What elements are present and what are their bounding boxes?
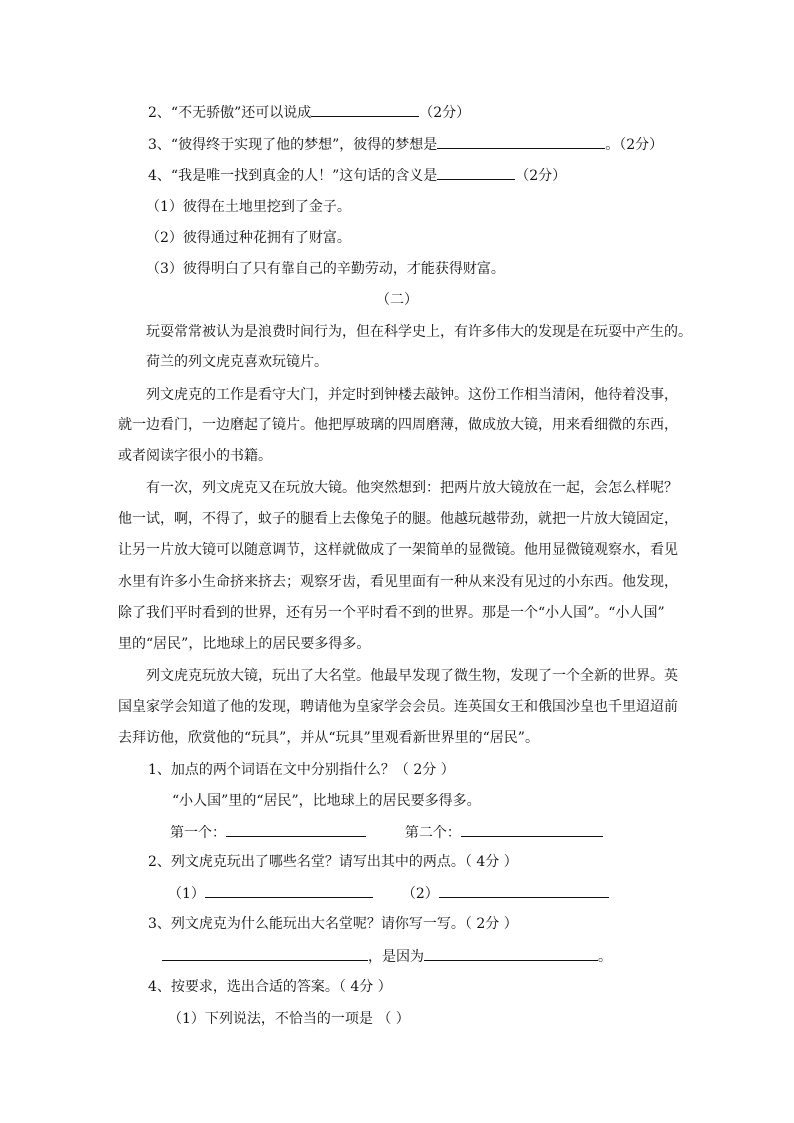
- question-b1-quote: “小人国”里的“居民”，比地球上的居民要多得多。: [172, 793, 481, 809]
- passage-line: 国皇家学会知道了他的发现，聘请他为皇家学会会员。连英国女王和俄国沙皇也千里迢迢前: [118, 699, 678, 715]
- passage-line: 除了我们平时看到的世界，还有另一个平时看不到的世界。那是一个“小人国”。“小人国”: [118, 605, 665, 621]
- answer-blank-q3[interactable]: [437, 134, 605, 149]
- answer-blank-b3-1[interactable]: [162, 946, 368, 961]
- passage-line: 列文虎克玩放大镜，玩出了大名堂。他最早发现了微生物，发现了一个全新的世界。英: [146, 668, 678, 684]
- passage-line: 或者阅读字很小的书籍。: [118, 448, 272, 464]
- question-b1: 1、加点的两个词语在文中分别指什么？（ 2分 ）: [148, 762, 455, 778]
- question-b1-answers: 第一个： 第二个：: [170, 822, 603, 843]
- question-4: 4、“我是唯一找到真金的人！”这句话的含义是 （2分）: [148, 165, 566, 186]
- passage-line: 他一试，啊，不得了，蚊子的腿看上去像兔子的腿。他越玩越带劲，就把一片放大镜固定，: [118, 511, 678, 527]
- answer-blank-q4[interactable]: [437, 165, 515, 180]
- question-2: 2、“不无骄傲”还可以说成 （2分）: [148, 102, 470, 123]
- question-b3: 3、列文虎克为什么能玩出大名堂呢？请你写一写。（ 2分 ）: [148, 916, 518, 932]
- passage-line: 水里有许多小生命挤来挤去；观察牙齿，看见里面有一种从来没有见过的小东西。他发现，: [118, 574, 678, 590]
- answer-blank-b2-1[interactable]: [205, 883, 373, 898]
- question-b4: 4、按要求，选出合适的答案。（ 4分 ）: [148, 979, 392, 995]
- question-3: 3、“彼得终于实现了他的梦想”，彼得的梦想是 。（2分）: [148, 134, 663, 155]
- question-b2-answers: （1） （2）: [168, 883, 609, 904]
- question-b4-sub: （1）下列说法，不恰当的一项是 （ ）: [168, 1011, 410, 1027]
- passage-line: 就一边看门，一边磨起了镜片。他把厚玻璃的四周磨薄，做成放大镜，用来看细微的东西，: [118, 417, 678, 433]
- answer-blank-b3-2[interactable]: [424, 946, 598, 961]
- option-1: （1）彼得在土地里挖到了金子。: [146, 199, 351, 215]
- answer-blank-b1-second[interactable]: [461, 822, 603, 837]
- passage-line: 荷兰的列文虎克喜欢玩镜片。: [146, 354, 328, 370]
- option-3: （3）彼得明白了只有靠自己的辛勤劳动，才能获得财富。: [146, 261, 505, 277]
- answer-blank-b2-2[interactable]: [439, 883, 609, 898]
- passage-line: 让另一片放大镜可以随意调节，这样就做成了一架简单的显微镜。他用显微镜观察水，看见: [118, 542, 678, 558]
- passage-line: 列文虎克的工作是看守大门，并定时到钟楼去敲钟。这份工作相当清闲，他待着没事，: [146, 387, 678, 403]
- answer-blank-b1-first[interactable]: [226, 822, 366, 837]
- passage-line: 去拜访他，欣赏他的“玩具”，并从“玩具”里观看新世界里的“居民”。: [118, 730, 539, 746]
- passage-line: 玩耍常常被认为是浪费时间行为，但在科学史上，有许多伟大的发现是在玩耍中产生的。: [146, 324, 692, 340]
- answer-blank-q2[interactable]: [311, 102, 419, 117]
- section-title: （二）: [376, 292, 418, 308]
- passage-line: 里的“居民”，比地球上的居民要多得多。: [118, 636, 371, 652]
- option-2: （2）彼得通过种花拥有了财富。: [146, 230, 351, 246]
- passage-line: 有一次，列文虎克又在玩放大镜。他突然想到：把两片放大镜放在一起，会怎么样呢？: [146, 480, 678, 496]
- question-b3-answers: ，是因为 。: [162, 946, 612, 967]
- question-b2: 2、列文虎克玩出了哪些名堂？请写出其中的两点。（ 4分 ）: [148, 854, 518, 870]
